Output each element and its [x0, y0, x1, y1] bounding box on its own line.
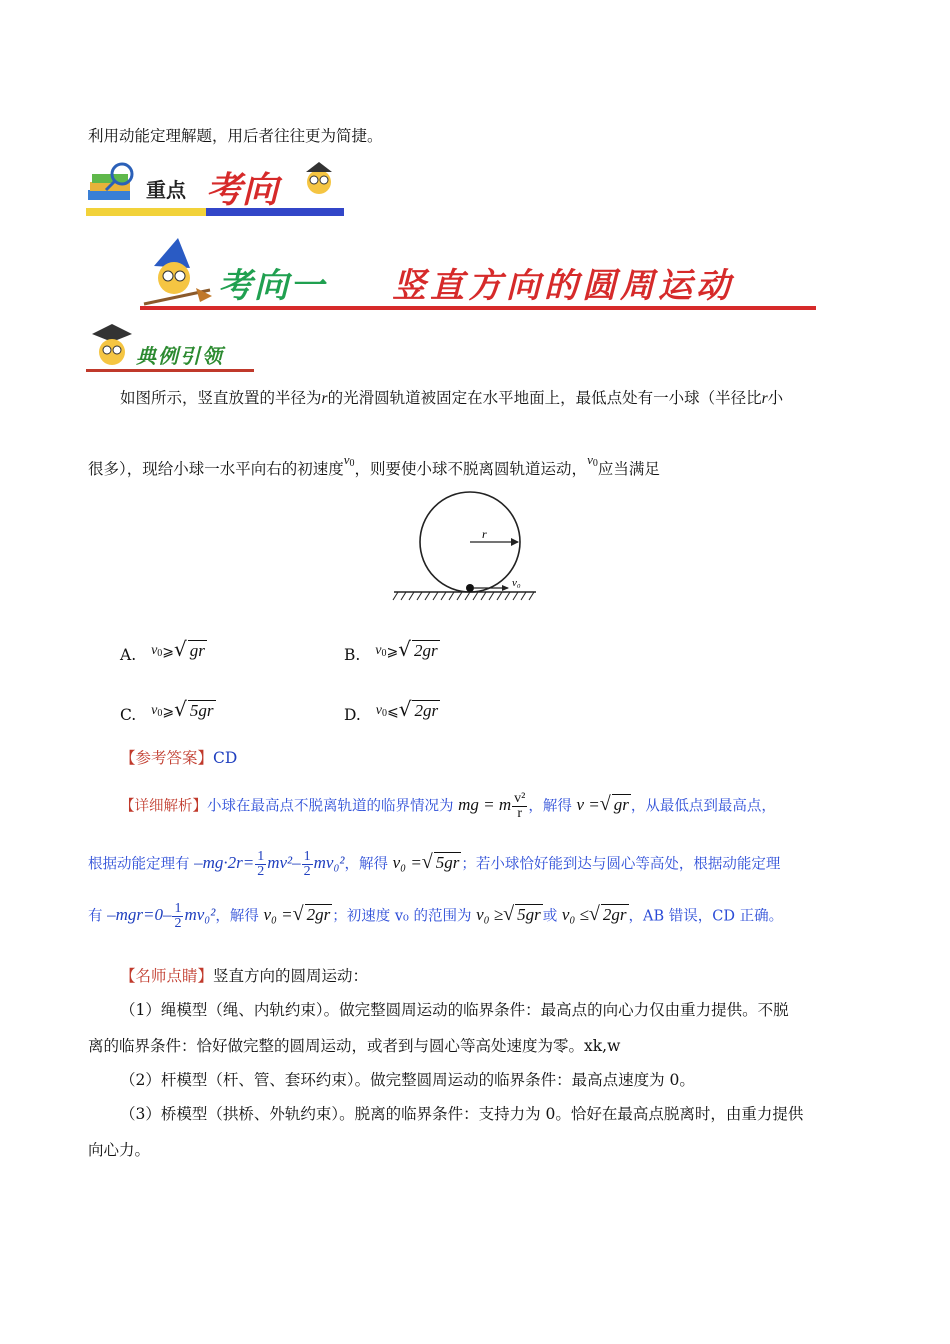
banner-key-directions — [86, 160, 346, 220]
tips-label: 【名师点睛】 — [120, 967, 214, 985]
tips-p1-line1: （1）绳模型（绳、内轨约束）。做完整圆周运动的临界条件：最高点的向心力仅由重力提供。不脱 — [120, 1001, 789, 1019]
option-a: A. $v_0⩾√$ gr — [120, 637, 205, 664]
radius-label: r — [482, 527, 487, 541]
answer-value: CD — [213, 749, 238, 767]
wizard-mascot-icon — [140, 238, 220, 308]
question-line-2: 很多），现给小球一水平向右的初速度$^{v_0}$，则要使小球不脱离圆轨道运动，$^{v_0}$应当满足 — [88, 452, 660, 478]
velocity-label: v₀ — [512, 577, 521, 589]
example-banner — [86, 322, 256, 374]
tips-heading: 【名师点睛】竖直方向的圆周运动： — [120, 967, 369, 985]
intro-text: 利用动能定理解题，用后者往往更为简捷。 — [88, 127, 383, 145]
section-title: 竖直方向的圆周运动 — [392, 266, 734, 306]
section-number: 考向一 — [218, 266, 326, 306]
tips-p3-line1: （3）桥模型（拱桥、外轨约束）。脱离的临界条件：支持力为 0。恰好在最高点脱离时，由重力提供 — [120, 1105, 804, 1123]
graduate-mascot-icon — [86, 322, 136, 370]
example-underline — [86, 369, 254, 372]
analysis-line-1: 【详细解析】小球在最高点不脱离轨道的临界情况为 mg = m $\frac{\text{v²}}{r}$ ，解得 v =√ gr ，从最低点到最高点， — [120, 791, 776, 821]
banner1-part1: 重点 — [146, 178, 186, 202]
ball — [466, 584, 474, 592]
analysis-line-3: 有 –mgr=0– $\frac{1}{2}$ mv₀²，解得 v₀ =√ 2gr ；初速度 v₀ 的范围为 v₀ ≥√ 5gr 或 v₀ ≤√ 2gr ，AB 错误，CD 正确。 — [88, 901, 784, 931]
example-label: 典例引领 — [136, 344, 224, 368]
banner1-part2: 考向 — [206, 170, 279, 211]
circular-track-figure — [390, 490, 540, 602]
question-line-1: 如图所示，竖直放置的半径为r的光滑圆轨道被固定在水平地面上，最低点处有一小球（半径比r小 — [120, 389, 784, 407]
option-d: D. $v_0⩽√$ 2gr — [344, 697, 439, 724]
option-c: C. $v_0⩾√$ 5gr — [120, 697, 214, 724]
analysis-label: 【详细解析】 — [120, 798, 207, 815]
tips-p1-line2: 离的临界条件：恰好做完整的圆周运动，或者到与圆心等高处速度为零。xk,w — [88, 1037, 621, 1055]
answer-line — [120, 748, 237, 768]
tips-p3-line2: 向心力。 — [88, 1141, 151, 1159]
tips-p2: （2）杆模型（杆、管、套环约束）。做完整圆周运动的临界条件：最高点速度为 0。 — [120, 1071, 695, 1089]
option-b: B. $v_0⩾√$ 2gr — [344, 637, 438, 664]
analysis-line-2: 根据动能定理有 –mg·2r= $\frac{1}{2}$ mv²– $\frac{1}{2}$ mv₀²，解得 v₀ =√ 5gr ；若小球恰好能到达与圆心等高处，根据动能定理 — [88, 849, 781, 879]
answer-label: 【参考答案】 — [120, 749, 214, 767]
banner-underline — [140, 306, 816, 310]
section-banner — [140, 238, 816, 316]
